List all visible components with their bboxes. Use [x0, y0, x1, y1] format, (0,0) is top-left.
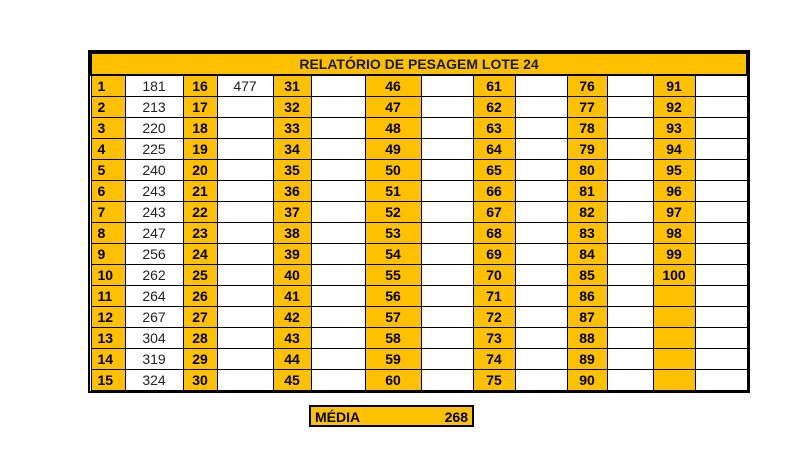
weight-cell: [311, 306, 365, 327]
table-row: [91, 117, 747, 138]
weight-cell: [515, 75, 567, 96]
animal-number-cell: 81: [567, 180, 607, 201]
animal-number-cell: 84: [567, 243, 607, 264]
animal-number-cell: 18: [183, 117, 217, 138]
weight-cell: 225: [125, 138, 183, 159]
animal-number-cell: 47: [365, 96, 421, 117]
animal-number-cell: 3: [91, 117, 125, 138]
table-row: [91, 222, 747, 243]
weight-cell: [311, 327, 365, 348]
animal-number-cell: 19: [183, 138, 217, 159]
weight-cell: [311, 117, 365, 138]
animal-number-cell: 57: [365, 306, 421, 327]
animal-number-cell: 65: [473, 159, 515, 180]
weight-cell: [421, 327, 473, 348]
weight-cell: [421, 75, 473, 96]
animal-number-cell: 74: [473, 348, 515, 369]
animal-number-cell: 75: [473, 369, 515, 390]
weight-cell: 319: [125, 348, 183, 369]
table-row: [91, 75, 747, 96]
animal-number-cell: 78: [567, 117, 607, 138]
weight-cell: 264: [125, 285, 183, 306]
animal-number-cell: 55: [365, 264, 421, 285]
animal-number-cell: 77: [567, 96, 607, 117]
animal-number-cell: 98: [653, 222, 695, 243]
animal-number-cell: 46: [365, 75, 421, 96]
animal-number-cell: 42: [273, 306, 311, 327]
weight-cell: 213: [125, 96, 183, 117]
weight-cell: [515, 201, 567, 222]
weighing-report-table: [90, 52, 748, 391]
animal-number-cell: 7: [91, 201, 125, 222]
weight-cell: [217, 369, 273, 390]
animal-number-cell: 8: [91, 222, 125, 243]
weight-cell: [217, 222, 273, 243]
animal-number-cell: 45: [273, 369, 311, 390]
weight-cell: [695, 180, 747, 201]
animal-number-cell: 13: [91, 327, 125, 348]
animal-number-cell: 16: [183, 75, 217, 96]
weight-cell: [607, 117, 653, 138]
weight-cell: [421, 180, 473, 201]
animal-number-cell: 40: [273, 264, 311, 285]
weight-cell: [515, 117, 567, 138]
weight-cell: [695, 159, 747, 180]
weight-cell: [607, 348, 653, 369]
weight-cell: 477: [217, 75, 273, 96]
animal-number-cell: 90: [567, 369, 607, 390]
animal-number-cell: 34: [273, 138, 311, 159]
weight-cell: [421, 243, 473, 264]
animal-number-cell: 41: [273, 285, 311, 306]
weight-cell: [311, 243, 365, 264]
table-row: [91, 159, 747, 180]
animal-number-cell: 96: [653, 180, 695, 201]
weight-cell: [607, 180, 653, 201]
animal-number-cell: 9: [91, 243, 125, 264]
weight-cell: [695, 96, 747, 117]
animal-number-cell: 66: [473, 180, 515, 201]
weight-cell: [311, 201, 365, 222]
empty-number-cell: [653, 306, 695, 327]
average-label: MÉDIA: [315, 409, 361, 425]
animal-number-cell: 87: [567, 306, 607, 327]
weight-cell: [311, 348, 365, 369]
animal-number-cell: 58: [365, 327, 421, 348]
animal-number-cell: 32: [273, 96, 311, 117]
animal-number-cell: 80: [567, 159, 607, 180]
weight-cell: 243: [125, 180, 183, 201]
weight-cell: [311, 180, 365, 201]
animal-number-cell: 89: [567, 348, 607, 369]
animal-number-cell: 12: [91, 306, 125, 327]
animal-number-cell: 30: [183, 369, 217, 390]
table-row: [91, 138, 747, 159]
animal-number-cell: 33: [273, 117, 311, 138]
animal-number-cell: 5: [91, 159, 125, 180]
animal-number-cell: 29: [183, 348, 217, 369]
animal-number-cell: 72: [473, 306, 515, 327]
animal-number-cell: 4: [91, 138, 125, 159]
animal-number-cell: 88: [567, 327, 607, 348]
weight-cell: [515, 264, 567, 285]
table-row: [91, 201, 747, 222]
weight-cell: [607, 285, 653, 306]
animal-number-cell: 86: [567, 285, 607, 306]
weight-cell: 181: [125, 75, 183, 96]
animal-number-cell: 63: [473, 117, 515, 138]
table-row: [91, 285, 747, 306]
animal-number-cell: 1: [91, 75, 125, 96]
weight-cell: [311, 75, 365, 96]
weight-cell: [217, 159, 273, 180]
animal-number-cell: 53: [365, 222, 421, 243]
animal-number-cell: 97: [653, 201, 695, 222]
weight-cell: 262: [125, 264, 183, 285]
weight-cell: [695, 75, 747, 96]
weight-cell: 267: [125, 306, 183, 327]
weight-cell: [311, 222, 365, 243]
table-row: [91, 180, 747, 201]
animal-number-cell: 20: [183, 159, 217, 180]
animal-number-cell: 17: [183, 96, 217, 117]
weight-cell: [607, 159, 653, 180]
weight-cell: [607, 306, 653, 327]
animal-number-cell: 24: [183, 243, 217, 264]
weight-cell: [217, 306, 273, 327]
weight-cell: 256: [125, 243, 183, 264]
weight-cell: [421, 285, 473, 306]
weight-cell: [421, 159, 473, 180]
empty-number-cell: [653, 348, 695, 369]
animal-number-cell: 27: [183, 306, 217, 327]
empty-number-cell: [653, 327, 695, 348]
weight-cell: [515, 180, 567, 201]
report-title: RELATÓRIO DE PESAGEM LOTE 24: [91, 53, 747, 75]
animal-number-cell: 44: [273, 348, 311, 369]
animal-number-cell: 69: [473, 243, 515, 264]
weight-cell: [695, 243, 747, 264]
weight-cell: [217, 348, 273, 369]
weight-cell: [695, 306, 747, 327]
table-row: [91, 306, 747, 327]
weight-cell: [695, 201, 747, 222]
animal-number-cell: 76: [567, 75, 607, 96]
weight-cell: [421, 117, 473, 138]
weight-cell: [311, 369, 365, 390]
weight-cell: [515, 138, 567, 159]
weight-cell: [695, 369, 747, 390]
weight-cell: 247: [125, 222, 183, 243]
animal-number-cell: 25: [183, 264, 217, 285]
animal-number-cell: 67: [473, 201, 515, 222]
weight-cell: [421, 369, 473, 390]
animal-number-cell: 49: [365, 138, 421, 159]
weight-cell: [607, 138, 653, 159]
weight-cell: [607, 96, 653, 117]
weight-cell: [607, 327, 653, 348]
animal-number-cell: 91: [653, 75, 695, 96]
animal-number-cell: 85: [567, 264, 607, 285]
animal-number-cell: 28: [183, 327, 217, 348]
weight-cell: [217, 117, 273, 138]
animal-number-cell: 59: [365, 348, 421, 369]
animal-number-cell: 92: [653, 96, 695, 117]
weight-cell: [607, 222, 653, 243]
animal-number-cell: 93: [653, 117, 695, 138]
table-row: [91, 96, 747, 117]
animal-number-cell: 39: [273, 243, 311, 264]
animal-number-cell: 51: [365, 180, 421, 201]
animal-number-cell: 100: [653, 264, 695, 285]
animal-number-cell: 94: [653, 138, 695, 159]
weight-cell: [515, 348, 567, 369]
weight-cell: [421, 348, 473, 369]
weight-cell: [607, 75, 653, 96]
weight-cell: 304: [125, 327, 183, 348]
weight-cell: [421, 96, 473, 117]
animal-number-cell: 36: [273, 180, 311, 201]
weight-cell: [421, 306, 473, 327]
animal-number-cell: 22: [183, 201, 217, 222]
animal-number-cell: 38: [273, 222, 311, 243]
animal-number-cell: 11: [91, 285, 125, 306]
animal-number-cell: 43: [273, 327, 311, 348]
table-row: [91, 369, 747, 390]
weight-cell: [607, 369, 653, 390]
animal-number-cell: 15: [91, 369, 125, 390]
weight-cell: [421, 222, 473, 243]
weight-cell: [695, 138, 747, 159]
table-row: [91, 243, 747, 264]
animal-number-cell: 54: [365, 243, 421, 264]
weight-cell: [515, 243, 567, 264]
weight-cell: [515, 285, 567, 306]
weight-cell: [217, 96, 273, 117]
animal-number-cell: 60: [365, 369, 421, 390]
weight-cell: 324: [125, 369, 183, 390]
weight-cell: [217, 285, 273, 306]
animal-number-cell: 83: [567, 222, 607, 243]
weight-cell: [421, 264, 473, 285]
weight-cell: [515, 327, 567, 348]
animal-number-cell: 82: [567, 201, 607, 222]
animal-number-cell: 95: [653, 159, 695, 180]
weight-cell: [217, 264, 273, 285]
weight-cell: [311, 96, 365, 117]
animal-number-cell: 56: [365, 285, 421, 306]
animal-number-cell: 21: [183, 180, 217, 201]
weight-cell: [695, 117, 747, 138]
weight-cell: [515, 222, 567, 243]
table-row: [91, 327, 747, 348]
animal-number-cell: 48: [365, 117, 421, 138]
weight-cell: [217, 201, 273, 222]
weight-cell: [607, 243, 653, 264]
animal-number-cell: 99: [653, 243, 695, 264]
weight-cell: [421, 138, 473, 159]
weight-cell: 243: [125, 201, 183, 222]
animal-number-cell: 6: [91, 180, 125, 201]
weight-cell: [311, 264, 365, 285]
weight-cell: [695, 327, 747, 348]
animal-number-cell: 37: [273, 201, 311, 222]
weight-cell: 240: [125, 159, 183, 180]
animal-number-cell: 35: [273, 159, 311, 180]
weight-cell: [695, 285, 747, 306]
weight-cell: [695, 264, 747, 285]
empty-number-cell: [653, 285, 695, 306]
weight-cell: [607, 201, 653, 222]
animal-number-cell: 26: [183, 285, 217, 306]
animal-number-cell: 62: [473, 96, 515, 117]
weight-cell: [515, 96, 567, 117]
weight-cell: [311, 138, 365, 159]
weight-cell: [515, 306, 567, 327]
animal-number-cell: 10: [91, 264, 125, 285]
average-box: [309, 405, 474, 427]
animal-number-cell: 31: [273, 75, 311, 96]
weight-cell: [607, 264, 653, 285]
weight-cell: [695, 348, 747, 369]
animal-number-cell: 14: [91, 348, 125, 369]
weight-cell: [311, 285, 365, 306]
animal-number-cell: 71: [473, 285, 515, 306]
weight-cell: [217, 180, 273, 201]
weight-cell: [217, 243, 273, 264]
animal-number-cell: 61: [473, 75, 515, 96]
animal-number-cell: 70: [473, 264, 515, 285]
weight-cell: [515, 369, 567, 390]
weight-cell: [311, 159, 365, 180]
average-value: 268: [444, 409, 468, 425]
animal-number-cell: 23: [183, 222, 217, 243]
weight-cell: 220: [125, 117, 183, 138]
animal-number-cell: 50: [365, 159, 421, 180]
table-row: [91, 264, 747, 285]
animal-number-cell: 73: [473, 327, 515, 348]
table-row: [91, 348, 747, 369]
animal-number-cell: 79: [567, 138, 607, 159]
weight-cell: [217, 327, 273, 348]
animal-number-cell: 52: [365, 201, 421, 222]
weight-cell: [695, 222, 747, 243]
animal-number-cell: 2: [91, 96, 125, 117]
empty-number-cell: [653, 369, 695, 390]
weight-cell: [515, 159, 567, 180]
animal-number-cell: 68: [473, 222, 515, 243]
weight-cell: [217, 138, 273, 159]
animal-number-cell: 64: [473, 138, 515, 159]
weight-cell: [421, 201, 473, 222]
